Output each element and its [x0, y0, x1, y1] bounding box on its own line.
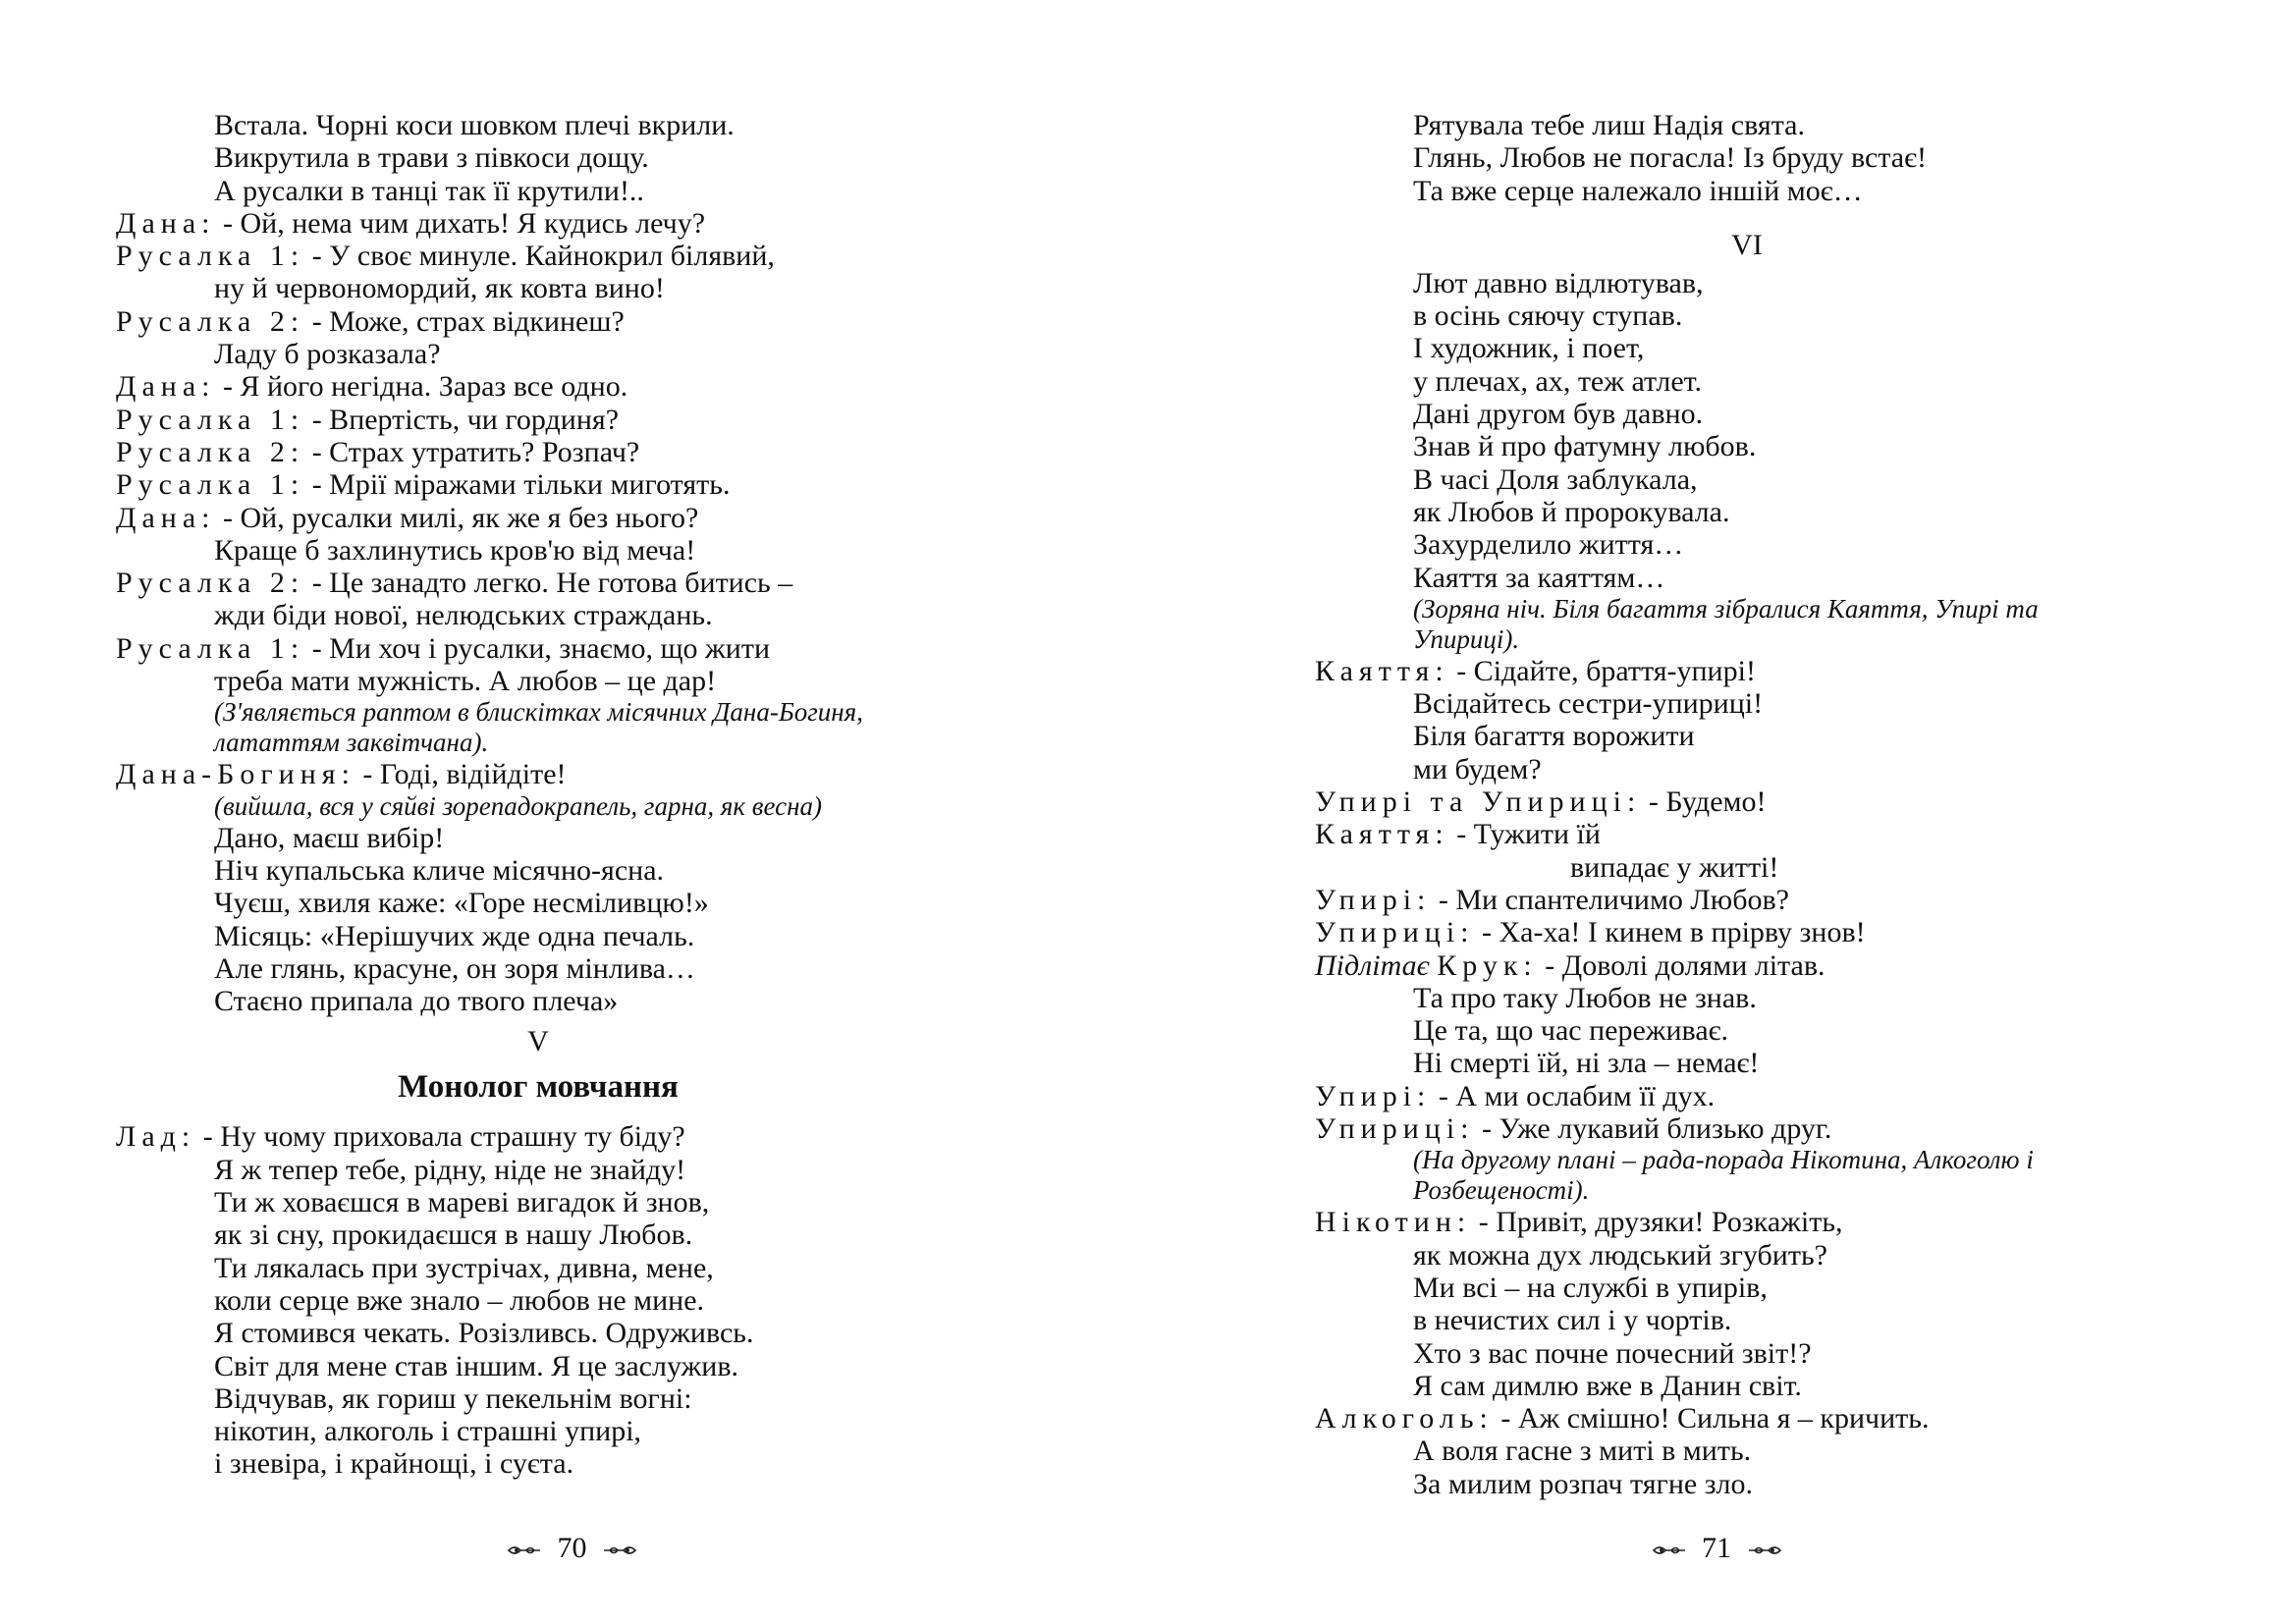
speaker-name: Русалка 2: [116, 435, 305, 468]
verse-line [1315, 655, 2179, 687]
line-text: Біля багаття ворожити [1413, 720, 1695, 753]
verse-line [1315, 687, 2179, 720]
line-text: і зневіра, і крайнощі, і суєта. [214, 1447, 574, 1481]
verse-line [1315, 1435, 2179, 1467]
verse-line [116, 1317, 960, 1349]
verse-line [1315, 398, 2179, 430]
line-text: (На другому плані – рада-порада Нікотина, Алкоголю і [1413, 1145, 2034, 1175]
line-text: - Годі, відійдіте! [354, 758, 567, 791]
speaker-name: Русалка 1: [116, 468, 305, 502]
verse-line [116, 1252, 960, 1284]
speaker-name: Дана: [116, 206, 216, 240]
stage-direction [1315, 624, 2179, 655]
line-text: - Це занадто легко. Не готова битись – [304, 567, 793, 600]
line-text: - А ми ослабим її дух. [1431, 1079, 1716, 1112]
verse-line [116, 207, 960, 240]
verse-line [116, 952, 960, 985]
line-text: Викрутила в трави з півкоси дощу. [214, 141, 649, 175]
verse-line [116, 985, 960, 1017]
verse-line [1315, 720, 2179, 752]
line-text: Краще б захлинутись кров'ю від меча! [214, 533, 696, 567]
verse-line [1315, 332, 2179, 364]
line-text: - Може, страх відкинеш? [304, 304, 625, 338]
line-text: Місяць: «Нерішучих жде одна печаль. [214, 919, 695, 952]
verse-line [116, 599, 960, 631]
verse-line [1315, 496, 2179, 528]
verse-line [1315, 982, 2179, 1014]
line-text: - Я його негідна. Зараз все одно. [215, 370, 628, 404]
line-text: Я сам димлю вже в Данин світ. [1413, 1369, 1802, 1402]
line-text: випадає у житті! [1570, 850, 1779, 884]
speaker-name: Упирі: [1315, 883, 1432, 916]
line-text: Я ж тепер тебе, рідну, ніде не знайду! [214, 1153, 686, 1186]
verse-line [1315, 884, 2179, 916]
verse-line [116, 109, 960, 141]
line-text: Ти ж ховаєшся в мареві вигадок й знов, [214, 1186, 710, 1219]
speaker-name: Русалка 2: [116, 304, 305, 338]
line-text: лататтям заквітчана). [214, 728, 489, 758]
speaker-name: Дана: [116, 501, 216, 534]
verse-line [1315, 1272, 2179, 1304]
verse-line [1315, 267, 2179, 299]
speaker-name: Нікотин: [1315, 1206, 1472, 1239]
page-number: 71 [1702, 1532, 1731, 1564]
line-text: Відчував, як гориш у пекельнім вогні: [214, 1381, 692, 1415]
line-text: Ні смерті їй, ні зла – немає! [1413, 1047, 1760, 1080]
line-text: - Доволі долями літав. [1537, 948, 1826, 982]
line-text: Хто з вас почне почесний звіт!? [1413, 1336, 1812, 1370]
line-text: - Страх утратить? Розпач? [304, 435, 640, 468]
line-text: - Ми хоч і русалки, знаємо, що жити [304, 631, 771, 665]
section-number: V [527, 1025, 549, 1058]
stage-direction [116, 728, 960, 758]
verse-line [1315, 175, 2179, 207]
line-text: - Ну чому приховала страшну ту біду? [195, 1120, 685, 1154]
line-text: - Мрії міражами тільки миготять. [304, 468, 731, 502]
verse-line [116, 758, 960, 790]
verse-line [116, 305, 960, 338]
verse-line [116, 240, 960, 272]
spacer [1315, 207, 2179, 221]
floral-ornament-icon [1747, 1543, 1782, 1557]
stage-prefix: Підлітає [1315, 948, 1430, 982]
left-column [116, 109, 960, 1481]
line-text: (Зоряна ніч. Біля багаття зібралися Каяття, Упирі та [1413, 593, 2039, 623]
verse-line [116, 665, 960, 697]
verse-line [1315, 1014, 2179, 1047]
verse-line [116, 887, 960, 919]
verse-line [1315, 1304, 2179, 1336]
line-text: Всідайтесь сестри-упириці! [1413, 687, 1764, 721]
verse-line [116, 141, 960, 174]
line-text: - Сідайте, браття-упирі! [1448, 654, 1756, 687]
speaker-name: Упирі: [1315, 1079, 1432, 1112]
line-text: треба мати мужність. А любов – це дар! [214, 665, 717, 698]
verse-line [116, 436, 960, 468]
line-text: Світ для мене став іншим. Я це заслужив. [214, 1349, 739, 1382]
line-text: жди біди нової, нелюдських страждань. [214, 599, 713, 632]
verse-line [1315, 785, 2179, 818]
line-text: як зі сну, прокидаєшся в нашу Любов. [214, 1218, 693, 1252]
speaker-name: Упириці: [1315, 916, 1475, 949]
line-text: Знав й про фатумну любов. [1413, 430, 1757, 463]
line-text: Захурделило життя… [1413, 528, 1684, 562]
line-text: Упириці). [1413, 623, 1520, 654]
line-text: ми будем? [1413, 752, 1542, 785]
verse-line [1315, 1112, 2179, 1145]
verse-line [116, 1120, 960, 1153]
speaker-name: Упирі та Упириці: [1315, 785, 1642, 819]
section-number: VI [1731, 228, 1763, 261]
verse-line [1315, 463, 2179, 496]
verse-line [116, 1218, 960, 1251]
line-text: в осінь сяючу ступав. [1413, 299, 1683, 333]
stage-direction [1315, 1175, 2179, 1206]
line-text: Ладу б розказала? [214, 338, 441, 371]
speaker-name: Русалка 2: [116, 567, 305, 600]
verse-line [1315, 949, 2179, 982]
verse-line [1315, 365, 2179, 398]
line-text: - Ой, русалки милі, як же я без нього? [215, 501, 699, 534]
left-page [0, 0, 1144, 1624]
speaker-name: Каяття: [1315, 818, 1449, 851]
section-title: Монолог мовчання [398, 1069, 679, 1106]
verse-line [116, 370, 960, 403]
verse-line [1315, 299, 2179, 332]
speaker-name: Русалка 1: [116, 631, 305, 665]
verse-line [116, 567, 960, 599]
right-page-footer [1144, 1532, 2289, 1565]
line-text: ну й червономордий, як ковта вино! [214, 272, 665, 305]
right-column [1315, 109, 2179, 1500]
line-text: як Любов й пророкувала. [1413, 495, 1730, 528]
verse-line [1315, 851, 2179, 884]
verse-line [116, 534, 960, 567]
floral-ornament-icon [507, 1543, 542, 1557]
line-text: А воля гасне з миті в мить. [1413, 1435, 1752, 1468]
verse-line [1315, 753, 2179, 785]
verse-line [1315, 528, 2179, 561]
line-text: - Ми спантеличимо Любов? [1431, 883, 1789, 916]
stage-direction [1315, 1145, 2179, 1175]
verse-line [116, 404, 960, 436]
verse-line [1315, 109, 2179, 141]
line-text: Дано, маєш вибір! [214, 821, 445, 854]
verse-line [1315, 1206, 2179, 1238]
verse-line [1315, 1047, 2179, 1079]
line-text: Я стомився чекать. Розізливсь. Одруживсь. [214, 1317, 754, 1350]
verse-line [116, 1382, 960, 1415]
verse-line [1315, 141, 2179, 174]
line-text: - Аж смішно! Сильна я – кричить. [1493, 1402, 1930, 1435]
line-text: - Тужити їй [1448, 818, 1601, 851]
stage-direction [116, 791, 960, 822]
line-text: у плечах, ах, теж атлет. [1413, 364, 1703, 398]
verse-line [116, 502, 960, 534]
line-text: І художник, і поет, [1413, 332, 1645, 365]
verse-line [1315, 430, 2179, 462]
verse-line [116, 854, 960, 887]
line-text: Чуєш, хвиля каже: «Горе несміливцю!» [214, 887, 709, 920]
line-text: Але глянь, красуне, он зоря мінлива… [214, 951, 695, 985]
floral-ornament-icon [1652, 1543, 1687, 1557]
line-text: За милим розпач тягне зло. [1413, 1467, 1754, 1500]
line-text: - Впертість, чи гординя? [304, 403, 620, 436]
verse-line [116, 468, 960, 501]
verse-line [116, 1447, 960, 1480]
line-text: - Уже лукавий близько друг. [1474, 1112, 1832, 1146]
line-text: - У своє минуле. Кайнокрил білявий, [304, 240, 775, 273]
verse-line [1315, 916, 2179, 948]
line-text: В часі Доля заблукала, [1413, 462, 1698, 496]
line-text: Каяття за каяттям… [1413, 561, 1665, 594]
line-text: в нечистих сил і у чортів. [1413, 1304, 1732, 1337]
line-text: - Ха-ха! І кинем в прірву знов! [1474, 916, 1866, 949]
speaker-name: Упириці: [1315, 1112, 1475, 1146]
line-text: Рятувала тебе лиш Надія свята. [1413, 109, 1805, 141]
line-text: Та про таку Любов не знав. [1413, 981, 1757, 1014]
verse-line [116, 1154, 960, 1186]
speaker-name: Крук: [1437, 948, 1538, 982]
line-text: Ніч купальська кличе місячно-ясна. [214, 853, 665, 887]
right-page [1144, 0, 2289, 1624]
verse-line [116, 920, 960, 952]
verse-line [1315, 818, 2179, 850]
line-text: Глянь, Любов не погасла! Із бруду встає! [1413, 141, 1927, 175]
page-number: 70 [557, 1532, 587, 1564]
left-page-footer [0, 1532, 1144, 1565]
line-text: - Привіт, друзяки! Розкажіть, [1471, 1206, 1843, 1239]
line-text: нікотин, алкоголь і страшні упирі, [214, 1415, 642, 1448]
line-text: Дані другом був давно. [1413, 398, 1704, 431]
line-text: Ми всі – на службі в упирів, [1413, 1271, 1768, 1304]
verse-line [116, 1415, 960, 1447]
speaker-name: Каяття: [1315, 654, 1449, 687]
line-text: А русалки в танці так її крутили!.. [214, 174, 644, 207]
line-text: Ти лякалась при зустрічах, дивна, мене, [214, 1251, 714, 1284]
verse-line [1315, 1239, 2179, 1272]
line-text: Розбещеності). [1413, 1175, 1590, 1206]
speaker-name: Русалка 1: [116, 240, 305, 273]
line-text: (вийшла, вся у сяйві зорепадокрапель, гарна, як весна) [214, 790, 822, 821]
verse-line [1315, 1468, 2179, 1500]
line-text: Встала. Чорні коси шовком плечі вкрили. [214, 109, 735, 141]
line-text: коли серце вже знало – любов не мине. [214, 1283, 705, 1317]
speaker-name: Алкоголь: [1315, 1402, 1494, 1435]
verse-line [116, 1186, 960, 1218]
verse-line [1315, 1337, 2179, 1370]
line-text: - Ой, нема чим дихать! Я кудись лечу? [215, 206, 706, 240]
verse-line [116, 1284, 960, 1317]
line-text: Стаєно припала до твого плеча» [214, 985, 619, 1018]
stage-direction [1315, 594, 2179, 624]
line-text: - Будемо! [1641, 785, 1767, 819]
verse-line [116, 175, 960, 207]
speaker-name: Дана: [116, 370, 216, 404]
line-text: Лют давно відлютував, [1413, 266, 1704, 299]
line-text: Це та, що час переживає. [1413, 1014, 1729, 1048]
line-text: Та вже серце належало іншій моє… [1413, 174, 1863, 207]
verse-line [116, 338, 960, 370]
speaker-name: Дана-Богиня: [116, 758, 355, 791]
verse-line [116, 1350, 960, 1382]
line-text: як можна дух людський згубить? [1413, 1238, 1827, 1272]
verse-line [116, 632, 960, 665]
line-text: (З'являється раптом в блискітках місячних Дана-Богиня, [214, 697, 863, 728]
floral-ornament-icon [602, 1543, 637, 1557]
verse-line [116, 822, 960, 854]
speaker-name: Лад: [116, 1120, 196, 1154]
verse-line [1315, 1080, 2179, 1112]
stage-direction [116, 697, 960, 728]
verse-line [116, 272, 960, 304]
verse-line [1315, 1402, 2179, 1435]
verse-line [1315, 562, 2179, 594]
speaker-name: Русалка 1: [116, 403, 305, 436]
verse-line [1315, 1370, 2179, 1402]
